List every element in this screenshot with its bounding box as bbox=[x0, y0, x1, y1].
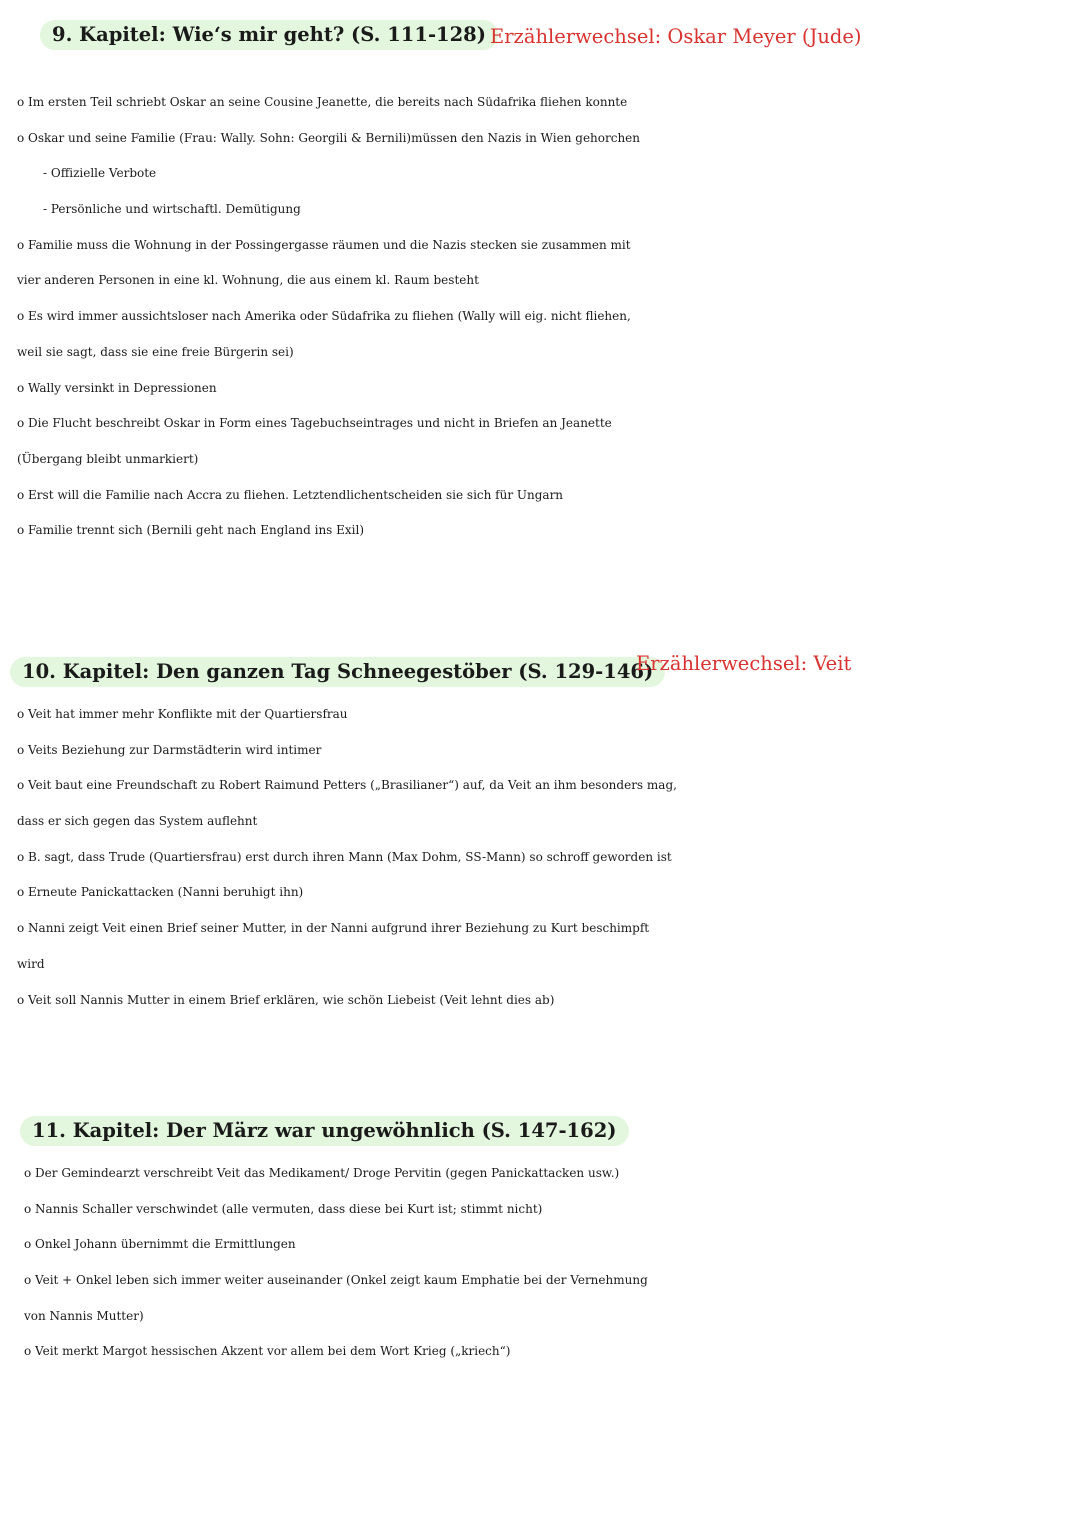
chapter-10-narrator: Erzählerwechsel: Veit bbox=[636, 652, 852, 675]
note-line: o Oskar und seine Familie (Frau: Wally. Sohn: Georgili & Bernili)müssen den Nazis in Wien gehorchen bbox=[17, 130, 641, 145]
note-line: (Übergang bleibt unmarkiert) bbox=[17, 451, 199, 466]
note-line: vier anderen Personen in eine kl. Wohnung, die aus einem kl. Raum besteht bbox=[17, 273, 479, 288]
note-line: o Nanni zeigt Veit einen Brief seiner Mutter, in der Nanni aufgrund ihrer Beziehung zu Kurt beschimpft bbox=[17, 921, 650, 936]
chapter-10-notes bbox=[17, 697, 1080, 1018]
note-line: o Veit baut eine Freundschaft zu Robert Raimund Petters („Brasilianer“) auf, da Veit an ihm besonders mag, bbox=[17, 778, 677, 793]
note-line: o Veit hat immer mehr Konflikte mit der Quartiersfrau bbox=[17, 707, 348, 721]
chapter-10-title: 10. Kapitel: Den ganzen Tag Schneegestöber (S. 129-146) bbox=[10, 657, 665, 687]
note-line: o Veit + Onkel leben sich immer weiter auseinander (Onkel zeigt kaum Emphatie bei der Vernehmung bbox=[24, 1273, 648, 1288]
note-line: o Familie muss die Wohnung in der Possingergasse räumen und die Nazis stecken sie zusammen mit bbox=[17, 237, 631, 252]
note-subline: - Offizielle Verbote bbox=[43, 166, 157, 181]
note-line: o Veit soll Nannis Mutter in einem Brief erklären, wie schön Liebeist (Veit lehnt dies ab) bbox=[17, 992, 555, 1007]
note-subline: - Persönliche und wirtschaftl. Demütigung bbox=[43, 202, 301, 217]
note-line: wird bbox=[17, 956, 45, 971]
note-line: o Veits Beziehung zur Darmstädterin wird intimer bbox=[17, 742, 322, 757]
note-line: o Wally versinkt in Depressionen bbox=[17, 380, 217, 395]
note-line: o Familie trennt sich (Bernili geht nach England ins Exil) bbox=[17, 523, 365, 538]
note-line: o Im ersten Teil schriebt Oskar an seine Cousine Jeanette, die bereits nach Südafrika fliehen konnte bbox=[17, 95, 628, 109]
chapter-9-title: 9. Kapitel: Wie‘s mir geht? (S. 111-128) bbox=[40, 20, 498, 50]
note-line: o Der Gemindearzt verschreibt Veit das Medikament/ Droge Pervitin (gegen Panickattacken usw.) bbox=[24, 1166, 620, 1180]
note-line: o Erst will die Familie nach Accra zu fliehen. Letztendlichentscheiden sie sich für Ungarn bbox=[17, 487, 564, 502]
chapter-11-notes bbox=[24, 1156, 1080, 1370]
note-line: o Onkel Johann übernimmt die Ermittlungen bbox=[24, 1237, 296, 1252]
note-line: o B. sagt, dass Trude (Quartiersfrau) erst durch ihren Mann (Max Dohm, SS-Mann) so schroff geworden ist bbox=[17, 849, 672, 864]
note-line: o Nannis Schaller verschwindet (alle vermuten, dass diese bei Kurt ist; stimmt nicht) bbox=[24, 1201, 543, 1216]
chapter-9-narrator: Erzählerwechsel: Oskar Meyer (Jude) bbox=[490, 25, 862, 48]
note-line: o Erneute Panickattacken (Nanni beruhigt ihn) bbox=[17, 885, 304, 900]
note-line: o Veit merkt Margot hessischen Akzent vor allem bei dem Wort Krieg („kriech“) bbox=[24, 1344, 511, 1359]
note-line: dass er sich gegen das System auflehnt bbox=[17, 814, 258, 829]
note-line: von Nannis Mutter) bbox=[24, 1308, 144, 1323]
note-line: weil sie sagt, dass sie eine freie Bürgerin sei) bbox=[17, 344, 294, 359]
note-line: o Die Flucht beschreibt Oskar in Form eines Tagebuchseintrages und nicht in Briefen an Jeanette bbox=[17, 416, 612, 431]
chapter-9-notes bbox=[17, 85, 1080, 549]
chapter-11-title: 11. Kapitel: Der März war ungewöhnlich (S. 147-162) bbox=[20, 1116, 629, 1146]
note-line: o Es wird immer aussichtsloser nach Amerika oder Südafrika zu fliehen (Wally will eig. nicht fliehen, bbox=[17, 309, 631, 324]
